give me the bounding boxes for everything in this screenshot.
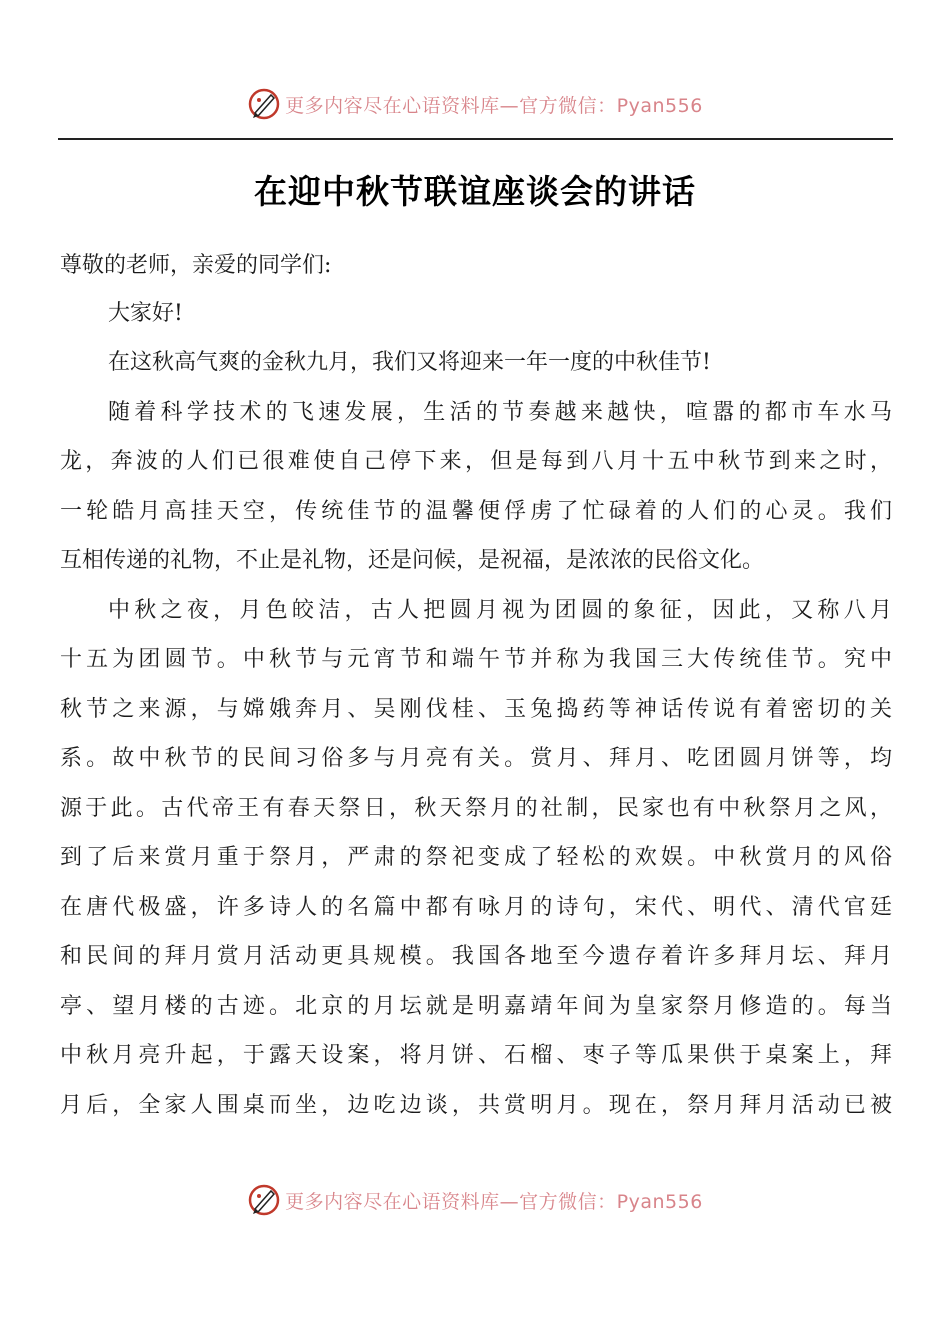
greeting: 尊敬的老师，亲爱的同学们: — [60, 253, 332, 278]
paragraph-line: 一轮皓月高挂天空，传统佳节的温馨便俘虏了忙碌着的人们的心灵。我们 — [60, 499, 892, 524]
paragraph-line: 在唐代极盛，许多诗人的名篇中都有咏月的诗句，宋代、明代、清代官廷 — [60, 895, 892, 920]
paragraph-line: 随着科学技术的飞速发展，生活的节奏越来越快，喧嚣的都市车水马 — [108, 400, 892, 425]
footer-banner-text: 更多内容尽在心语资料库—官方微信：Pyan556 — [285, 1190, 703, 1213]
footer-banner — [0, 1180, 950, 1220]
paragraph-line: 和民间的拜月赏月活动更具规模。我国各地至今遗存着许多拜月坛、拜月 — [60, 944, 892, 969]
paragraph-line: 互相传递的礼物，不止是礼物，还是问候，是祝福，是浓浓的民俗文化。 — [60, 548, 765, 573]
paragraph-line: 十五为团圆节。中秋节与元宵节和端午节并称为我国三大传统佳节。究中 — [60, 647, 892, 672]
header-banner-text: 更多内容尽在心语资料库—官方微信：Pyan556 — [285, 94, 703, 117]
paragraph-line: 亭、望月楼的古迹。北京的月坛就是明嘉靖年间为皇家祭月修造的。每当 — [60, 994, 892, 1019]
pen-logo-icon — [247, 1183, 281, 1217]
header-divider — [58, 138, 893, 140]
paragraph-line: 源于此。古代帝王有春天祭日，秋天祭月的社制，民家也有中秋祭月之风， — [60, 796, 892, 821]
pen-logo-icon — [247, 87, 281, 121]
paragraph-line: 秋节之来源，与嫦娥奔月、吴刚伐桂、玉兔捣药等神话传说有着密切的关 — [60, 697, 892, 722]
paragraph-line: 月后，全家人围桌而坐，边吃边谈，共赏明月。现在，祭月拜月活动已被 — [60, 1093, 892, 1118]
paragraph-line: 在这秋高气爽的金秋九月，我们又将迎来一年一度的中秋佳节! — [108, 350, 711, 375]
paragraph-line: 到了后来赏月重于祭月，严肃的祭祀变成了轻松的欢娱。中秋赏月的风俗 — [60, 845, 892, 870]
paragraph-line: 中秋之夜，月色皎洁，古人把圆月视为团圆的象征，因此，又称八月 — [108, 598, 892, 623]
document-title: 在迎中秋节联谊座谈会的讲话 — [254, 172, 696, 211]
header-banner — [0, 84, 950, 124]
paragraph-line: 龙，奔波的人们已很难使自己停下来，但是每到八月十五中秋节到来之时， — [60, 449, 892, 474]
paragraph-line: 中秋月亮升起，于露天设案，将月饼、石榴、枣子等瓜果供于桌案上，拜 — [60, 1043, 892, 1068]
paragraph-line: 大家好! — [108, 301, 183, 326]
paragraph-line: 系。故中秋节的民间习俗多与月亮有关。赏月、拜月、吃团圆月饼等，均 — [60, 746, 892, 771]
